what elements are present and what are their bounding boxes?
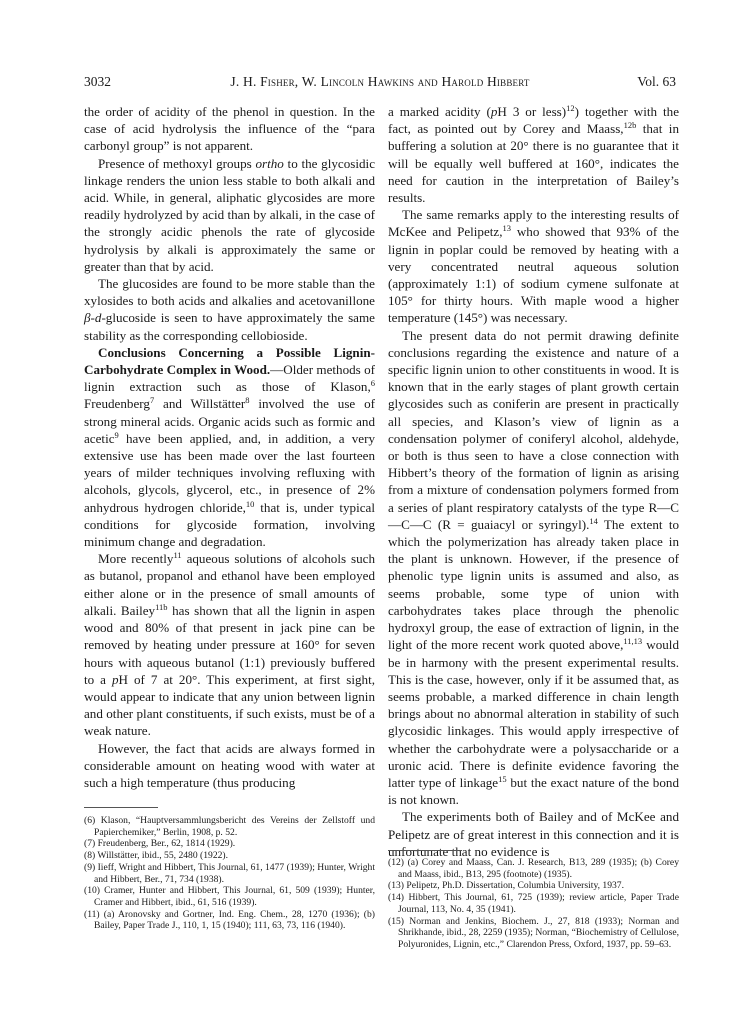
footnote: (10) Cramer, Hunter and Hibbert, This Journal, 61, 509 (1939); Hunter, Cramer and Hibbert, ibid., 61, 516 (1939).	[84, 885, 375, 908]
paragraph-acidity: the order of acidity of the phenol in question. In the case of acid hydrolysis the influence of the “para carbonyl group” is not apparent.	[84, 104, 375, 154]
footnote: (15) Norman and Jenkins, Biochem. J., 27, 818 (1933); Norman and Shrikhande, ibid., 28, 2259 (1935); Norman, “Biochemistry of Cellulose, Polyuronides, Lignin, etc.,” Clarendon Press, Oxford, 1937, pp. 59–63.	[388, 915, 679, 950]
footnote: (14) Hibbert, This Journal, 61, 725 (1939); review article, Paper Trade Journal, 113, No. 4, 35 (1941).	[388, 892, 679, 915]
paragraph-mckee: The same remarks apply to the interesting results of McKee and Pelipetz,$^{13}$ who showed that 93% of the lignin in poplar could be removed by heating with a very concentrated neutral aqueous solution (approximately 1:1) of sodium cymene sulfonate at 105° for thirty hours. With maple wood a higher temperature (145°) was necessary.	[388, 207, 680, 326]
paragraph-marked-acidity: a marked acidity (pH 3 or less)$^{12}$) together with the fact, as pointed out by Corey and Maass,$^{12b}$ that in buffering a solution at 20° there is no guarantee that it will be equally well buffered at 160°, indicates the need for caution in the interpretation of Bailey’s results.	[388, 103, 680, 206]
footnote: (13) Pelipetz, Ph.D. Dissertation, Columbia University, 1937.	[388, 880, 624, 892]
paragraph-methoxyl: Presence of methoxyl groups ortho to the glycosidic linkage renders the union less stable to both alkali and acid. While, in general, aliphatic glycosides are more readily hydrolyzed by acid than by alkali, in the case of the strongly acidic phenols the rate of glycoside hydrolysis by alkali is approximately the same or greater than that by acid.	[84, 155, 376, 274]
footnote-rule-left	[84, 807, 158, 808]
footnote: (8) Willstätter, ibid., 55, 2480 (1922).	[84, 850, 229, 862]
footnotes-right	[388, 857, 679, 951]
paragraph-glucosides: The glucosides are found to be more stable than the xylosides to both acids and alkalies and acetovanillone β-d-glucoside is seen to have approximately the same stability as the corresponding cellobioside.	[84, 276, 375, 343]
footnote: (6) Klason, “Hauptversammlungsbericht des Vereins der Zellstoff und Papierchemiker,” Berlin, 1908, p. 52.	[84, 815, 375, 838]
running-authors: J. H. Fisher, W. Lincoln Hawkins and Harold Hibbert	[230, 74, 530, 89]
paragraph-conclusions: Conclusions Concerning a Possible Lignin-Carbohydrate Complex in Wood.—Older methods of lignin extraction such as those of Klason,$^6$ Freudenberg$^7$ and Willstätter$^8$ involved the use of strong mineral acids. Organic acids such as formic and acetic$^9$ have been applied, and, in addition, a very extensive use has been made over the last fourteen years of milder techniques involving refluxing with alcohols, glycols, glycerol, etc., in presence of 2% anhydrous hydrogen chloride,$^{10}$ that is, under typical conditions for glycoside formation, involving minimum change and degradation.	[84, 344, 376, 550]
footnotes-left	[84, 815, 375, 932]
footnote-rule-right	[388, 850, 462, 851]
paragraph-acids-formed: However, the fact that acids are always formed in considerable amount on heating wood with water at such a high temperature (thus producing	[84, 740, 375, 790]
footnote: (11) (a) Aronovsky and Gortner, Ind. Eng. Chem., 28, 1270 (1936); (b) Bailey, Paper Trade J., 110, 1, 15 (1940); 111, 63, 73, 116 (1940).	[84, 908, 375, 932]
paragraph-bailey: More recently$^{11}$ aqueous solutions of alcohols such as butanol, propanol and ethanol have been employed either alone or in the presence of small amounts of alkali. Bailey$^{11b}$ has shown that all the lignin in aspen wood and 80% of that present in jack pine can be removed by heating under pressure at 160° for seven hours with aqueous butanol (1:1) previously buffered to a pH of 7 at 20°. This experiment, at first sight, would appear to indicate that any union between lignin and other plant constituents, if such exists, must be of a weak nature.	[84, 550, 375, 739]
footnote: (12) (a) Corey and Maass, Can. J. Research, B13, 289 (1935); (b) Corey and Maass, ibid., B13, 295 (footnote) (1935).	[388, 857, 679, 880]
left-column	[84, 103, 375, 791]
running-header	[84, 74, 676, 92]
footnote: (9) Iieff, Wright and Hibbert, This Journal, 61, 1477 (1939); Hunter, Wright and Hibbert, Ber., 71, 734 (1938).	[84, 861, 375, 885]
footnote: (7) Freudenberg, Ber., 62, 1814 (1929).	[84, 838, 236, 850]
section-heading: Conclusions Concerning a Possible Lignin-Carbohydrate Complex in Wood.	[84, 344, 375, 378]
right-column	[388, 103, 679, 860]
paragraph-present-data: The present data do not permit drawing definite conclusions regarding the existence and nature of a specific lignin union to other constituents in wood. It is known that in the early stages of plant growth certain glycosides such as coniferin are present in practically all species, and Klason’s view of lignin as a condensation polymer of coniferyl alcohol, aldehyde, or both is thus seen to have a close connection with Hibbert’s theory of the formation of lignin as arising from a mixture of condensation polymers formed from a series of plant respiratory catalysts of the type R—C—C—C (R = guaiacyl or syringyl).$^{14}$ The extent to which the polymerization has already taken place in the plant is unknown. However, if the presence of phenolic type lignin units is assumed and also, as seems probable, some type of union with carbohydrates takes place through the phenolic hydroxyl group, the ease of extraction of lignin, in the light of the more recent work quoted above,$^{11,13}$ would be in harmony with the present experimental results. This is the case, however, only if it be assumed that, as seems probable, a marked difference in chain length brings about no abnormal alteration in stability of such glycosidic linkages. This would apply irrespective of whether the carbohydrate were a polysaccharide or a uronic acid. There is definite evidence favoring the latter type of linkage$^{15}$ but the exact nature of the bond is not known.	[388, 327, 680, 808]
volume-label: Vol. 63	[637, 74, 676, 89]
page-number: 3032	[84, 74, 111, 89]
paragraph-experiments: The experiments both of Bailey and of McKee and Pelipetz are of great interest in this connection and it is unfortunate that no evidence is	[388, 809, 679, 859]
